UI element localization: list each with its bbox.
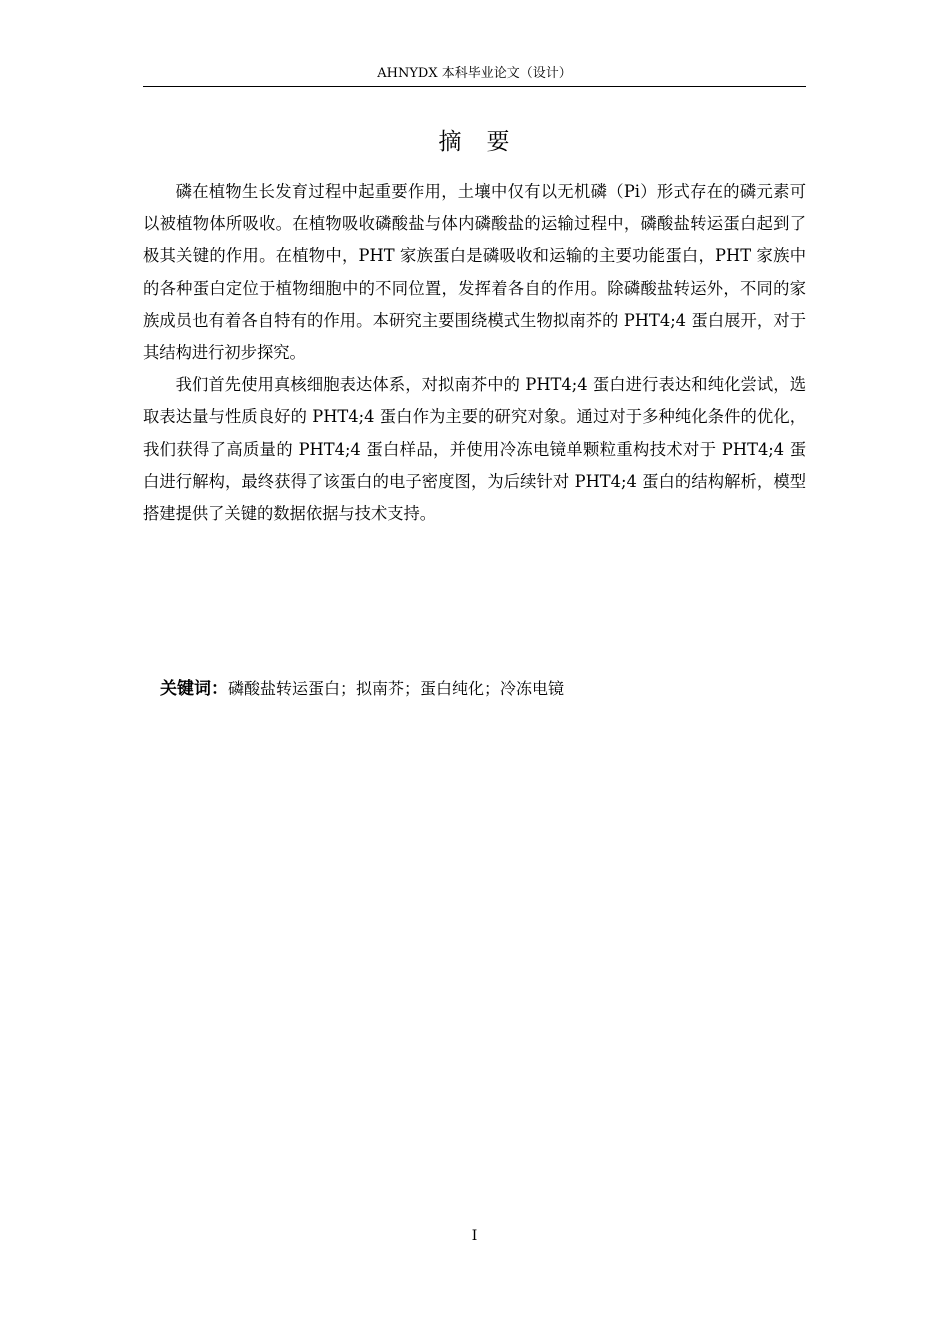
- running-title: AHNYDX 本科毕业论文（设计）: [377, 66, 572, 81]
- abstract-paragraph-1: 磷在植物生长发育过程中起重要作用，土壤中仅有以无机磷（Pi）形式存在的磷元素可以被植物体所吸收。在植物吸收磷酸盐与体内磷酸盐的运输过程中，磷酸盐转运蛋白起到了极其关键的作用。在植物中，PHT 家族蛋白是磷吸收和运输的主要功能蛋白，PHT 家族中的各种蛋白定位于植物细胞中的不同位置，发挥着各自的作用。除磷酸盐转运外，不同的家族成员也有着各自特有的作用。本研究主要围绕模式生物拟南芥的 PHT4;4 蛋白展开，对于其结构进行初步探究。: [143, 182, 806, 363]
- keywords-line: [160, 674, 800, 704]
- keywords-label: 关键词：: [160, 679, 228, 699]
- page-header: [143, 64, 806, 87]
- abstract-title: 摘 要: [438, 129, 511, 155]
- abstract-paragraph-2: 我们首先使用真核细胞表达体系，对拟南芥中的 PHT4;4 蛋白进行表达和纯化尝试，选取表达量与性质良好的 PHT4;4 蛋白作为主要的研究对象。通过对于多种纯化条件的优化，我们获得了高质量的 PHT4;4 蛋白样品，并使用冷冻电镜单颗粒重构技术对于 PHT4;4 蛋白进行解构，最终获得了该蛋白的电子密度图，为后续针对 PHT4;4 蛋白的结构解析，模型搭建提供了关键的数据依据与技术支持。: [143, 375, 806, 524]
- page-number: I: [471, 1228, 478, 1244]
- keywords-value: 磷酸盐转运蛋白；拟南芥；蛋白纯化；冷冻电镜: [228, 679, 565, 698]
- abstract-body: [143, 176, 806, 530]
